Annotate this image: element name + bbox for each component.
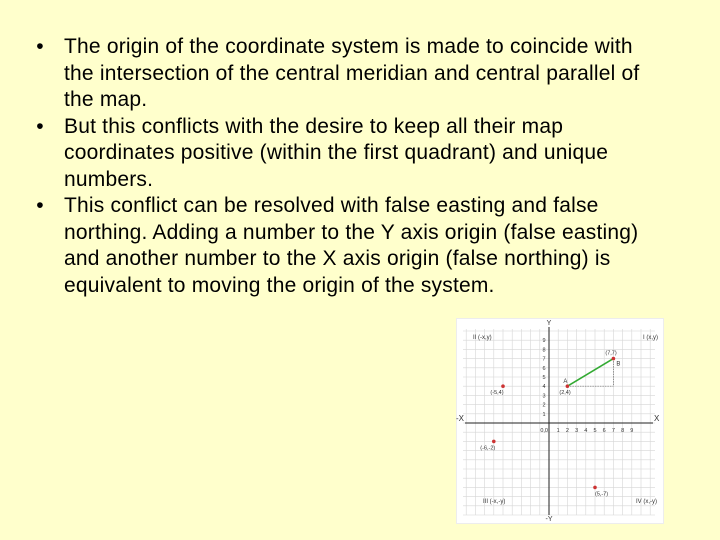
x-tick-label: 4 xyxy=(584,428,588,434)
bullet-text: But this conflicts with the desire to keep all their map coordinates positive (within the first quadrant) and unique numbers. xyxy=(64,114,609,191)
point-marker xyxy=(593,486,597,490)
points xyxy=(480,351,620,498)
point-marker xyxy=(492,440,496,444)
point-coordinate-label: (5,-7) xyxy=(595,491,609,498)
y-tick-label: 5 xyxy=(542,375,546,381)
coordinate-plane xyxy=(457,319,663,523)
x-tick-label: 8 xyxy=(621,428,625,434)
y-tick-label: 2 xyxy=(542,402,546,409)
x-tick-label: 1 xyxy=(556,428,560,434)
segment-line xyxy=(567,359,613,387)
bullet-icon: • xyxy=(36,114,44,138)
bullet-item xyxy=(30,34,640,114)
coordinate-system-figure xyxy=(456,318,664,524)
segment-a-b xyxy=(567,359,613,387)
x-tick-label: 6 xyxy=(602,428,606,434)
quadrant-1-label: I (x,y) xyxy=(643,335,658,341)
point-label: B xyxy=(616,361,621,368)
bullet-text: The origin of the coordinate system is made to coincide with the intersection of the central meridian and central parallel of the map. xyxy=(64,35,640,111)
x-tick-label: 7 xyxy=(611,428,615,434)
x-axis-label: X xyxy=(654,414,660,423)
y-tick-label: 6 xyxy=(542,365,546,372)
bullet-item xyxy=(30,193,640,299)
quadrant-2-label: II (-x,y) xyxy=(473,335,492,341)
bullet-icon: • xyxy=(36,194,44,217)
origin-label: 0,0 xyxy=(540,428,548,434)
y-tick-label: 3 xyxy=(542,393,546,400)
y-tick-label: 4 xyxy=(542,384,546,391)
point-coordinate-label: (7,7) xyxy=(605,350,617,357)
axes xyxy=(465,327,653,515)
y-tick-label: 9 xyxy=(542,338,546,345)
neg-y-axis-label: -Y xyxy=(545,516,553,523)
x-tick-label: 9 xyxy=(630,428,634,434)
point-label: A xyxy=(563,379,568,386)
bullet-list xyxy=(30,34,640,299)
y-tick-label: 8 xyxy=(542,347,546,354)
neg-x-axis-label: -X xyxy=(456,414,464,423)
y-tick-label: 7 xyxy=(542,356,546,363)
point-coordinate-label: (2,4) xyxy=(559,390,571,397)
x-tick-label: 2 xyxy=(565,428,569,434)
x-tick-label: 3 xyxy=(575,428,579,434)
grid xyxy=(463,329,655,515)
quadrant-4-label: IV (x,-y) xyxy=(636,499,657,505)
bullet-item xyxy=(30,114,640,194)
x-tick-label: 5 xyxy=(593,428,597,434)
bullet-icon: • xyxy=(36,35,44,58)
bullet-text: This conflict can be resolved with false easting and false northing. Adding a number to the Y axis origin (false easting) and another number to the X axis origin (false northing) is equivalent to moving the origin of the system. xyxy=(64,194,639,297)
y-tick-label: 1 xyxy=(542,411,546,418)
y-axis-label: Y xyxy=(546,320,552,327)
point-marker xyxy=(612,357,616,361)
quadrant-3-label: III (-x,-y) xyxy=(483,499,506,505)
point-coordinate-label: (-5,4) xyxy=(490,390,504,397)
point-coordinate-label: (-6,-2) xyxy=(480,445,496,452)
point-marker xyxy=(501,384,505,388)
